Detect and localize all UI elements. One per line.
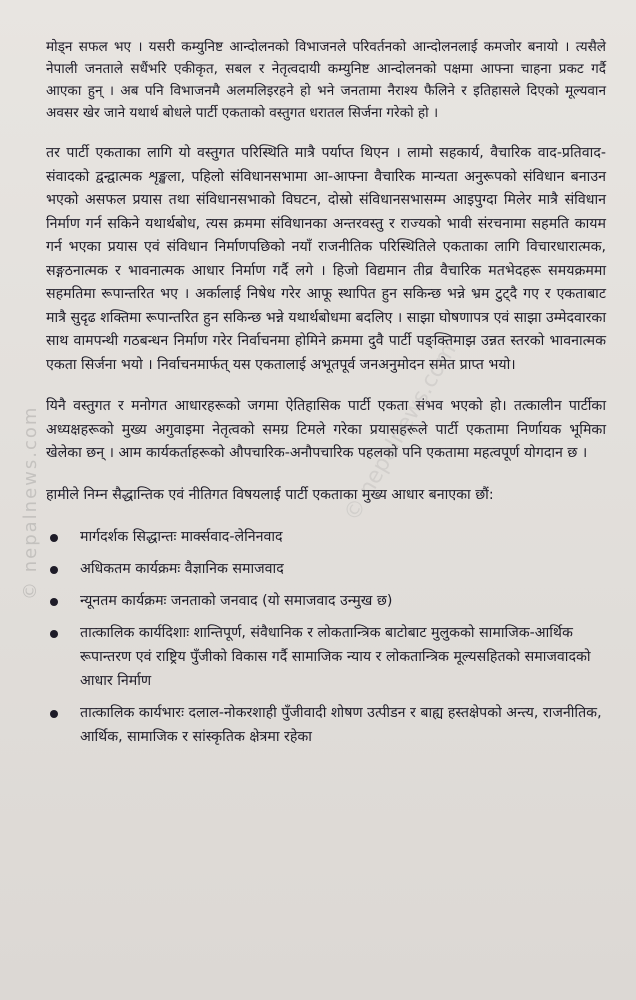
list-item-text: मार्गदर्शक सिद्धान्तः मार्क्सवाद-लेनिनवाद (80, 529, 283, 545)
list-item-text: न्यूनतम कार्यक्रमः जनताको जनवाद (यो समाजवाद उन्मुख छ) (80, 593, 393, 609)
bullet-icon (50, 534, 58, 542)
paragraph-1: मोड्न सफल भए । यसरी कम्युनिष्ट आन्दोलनको विभाजनले परिवर्तनको आन्दोलनलाई कमजोर बनायो । त्यसैले नेपाली जनताले सधैंभरि एकीकृत, सबल र नेतृत्वदायी कम्युनिष्ट आन्दोलनको पक्षमा आफ्ना चाहना प्रकट गर्दै आएका हुन् । अब पनि विभाजनमै अलमलिइरहने हो भने जनतामा नैराश्य फैलिने र इतिहासले दिएको मूल्यवान अवसर खेर जाने यथार्थ बोधले पार्टी एकताको वस्तुगत धरातल सिर्जना गरेको हो । (46, 39, 606, 121)
list-item (46, 589, 606, 613)
bullet-icon (50, 566, 58, 574)
watermark-text: © nepalnews.com (20, 405, 41, 600)
list-item (46, 621, 606, 693)
bullet-icon (50, 710, 58, 718)
paragraph-3: यिनै वस्तुगत र मनोगत आधारहरूको जगमा ऐतिहासिक पार्टी एकता संभव भएको हो। तत्कालीन पार्टीका अध्यक्षहरूको मुख्य अगुवाइमा नेतृत्वको समग्र टिमले गरेका प्रयासहरूले पार्टी एकतामा निर्णायक भूमिका खेलेका छन् । आम कार्यकर्ताहरूको औपचारिक-अनौपचारिक पहलको पनि एकतामा महत्वपूर्ण योगदान छ । (46, 398, 606, 461)
list-item-text: तात्कालिक कार्यदिशाः शान्तिपूर्ण, संवैधानिक र लोकतान्त्रिक बाटोबाट मुलुकको सामाजिक-आर्थिक रूपान्तरण एवं राष्ट्रिय पुँजीको विकास गर्दै सामाजिक न्याय र लोकतान्त्रिक मूल्यसहितको समाजवादको आधार निर्माण (80, 625, 591, 689)
list-item (46, 557, 606, 581)
list-item-text: अधिकतम कार्यक्रमः वैज्ञानिक समाजवाद (80, 561, 284, 577)
bullet-icon (50, 598, 58, 606)
watermark-text-diagonal: © nepalnews.com (339, 339, 462, 526)
list-item (46, 525, 606, 549)
bullet-list (46, 525, 606, 749)
bullet-icon (50, 630, 58, 638)
paragraph-4: हामीले निम्न सैद्धान्तिक एवं नीतिगत विषयलाई पार्टी एकताका मुख्य आधार बनाएका छौं: (46, 486, 494, 503)
list-item (46, 701, 606, 749)
paragraph-2: तर पार्टी एकताका लागि यो वस्तुगत परिस्थिति मात्रै पर्याप्त थिएन । लामो सहकार्य, वैचारिक वाद-प्रतिवाद-संवादको द्वन्द्वात्मक शृङ्खला, पहिलो संविधानसभामा आ-आफ्ना वैचारिक मान्यता अनुरूपको संविधान बनाउन भएको असफल प्रयास तथा संविधानसभाको विघटन, दोस्रो संविधानसभासम्म आइपुग्दा मिलेर मात्रै संविधान निर्माण गर्न सकिने यथार्थबोध, त्यस क्रममा संविधानका अन्तरवस्तु र राज्यको भावी संरचनामा सहमति कायम गर्न भएका प्रयास एवं संविधान निर्माणपछिको नयाँ राजनीतिक परिस्थितिले एकताका लागि विचारधारात्मक, सङ्गठनात्मक र भावनात्मक आधार निर्माण गर्दै लगे । हिजो विद्यमान तीव्र वैचारिक मतभेदहरू समयक्रममा सहमतिमा रूपान्तरित भए । अर्कालाई निषेध गरेर आफू स्थापित हुन सकिन्छ भन्ने भ्रम टुट्दै गए र एकताबाट मात्रै सुदृढ शक्तिमा रूपान्तरित हुन सकिन्छ भन्ने यथार्थबोधमा बदलिए । साझा घोषणापत्र एवं साझा उम्मेदवारका साथ वामपन्थी गठबन्धन निर्माण गरेर निर्वाचनमा होमिने क्रममा दुवै पार्टी पङ्क्तिमाझ उन्नत स्तरको भावनात्मक एकता सिर्जना भयो । निर्वाचनमार्फत् यस एकतालाई अभूतपूर्व जनअनुमोदन समेत प्राप्त भयो। (46, 145, 606, 373)
list-item-text: तात्कालिक कार्यभारः दलाल-नोकरशाही पुँजीवादी शोषण उत्पीडन र बाह्य हस्तक्षेपको अन्त्य, राजनीतिक, आर्थिक, सामाजिक र सांस्कृतिक क्षेत्रमा रहेका (80, 705, 602, 745)
